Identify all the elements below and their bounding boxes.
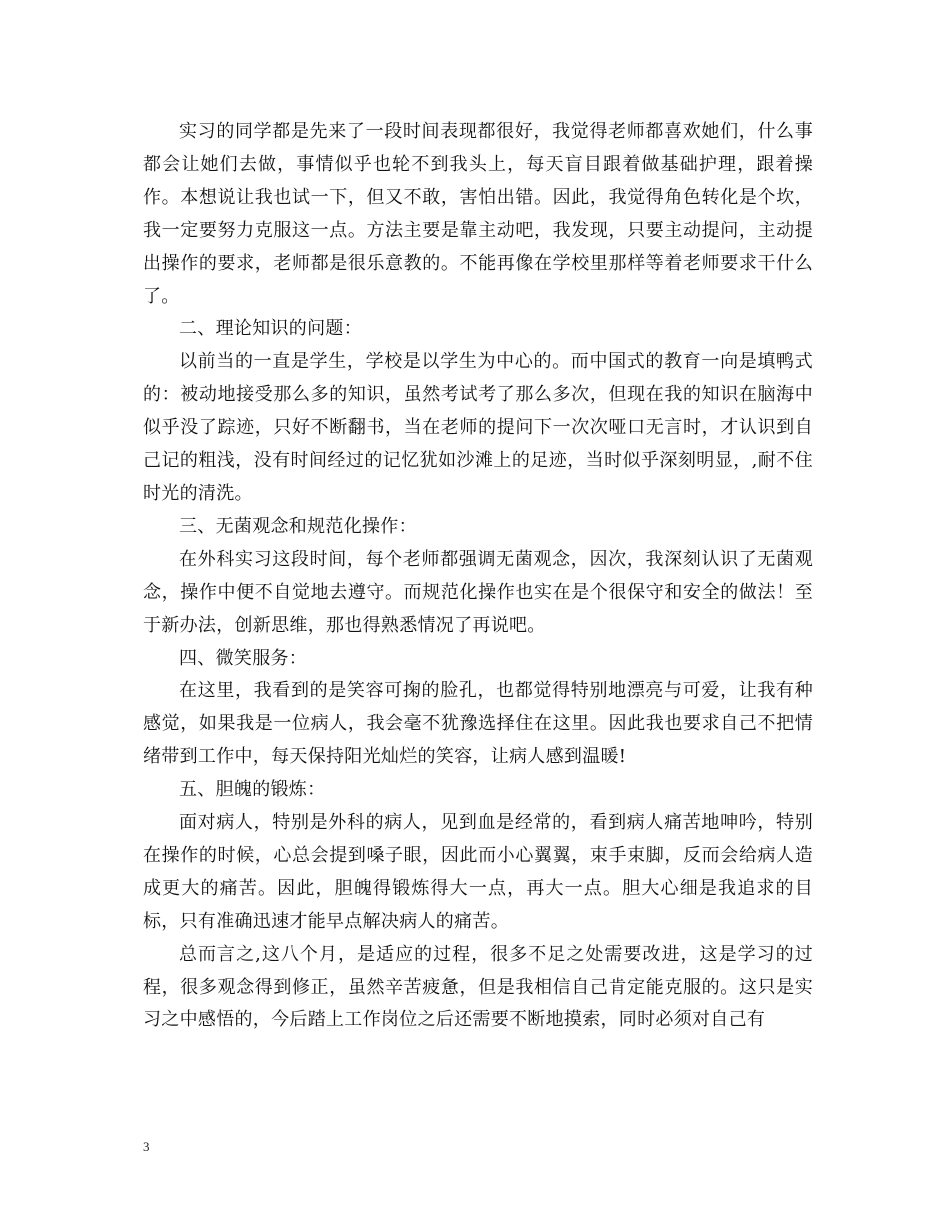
paragraph-smile-service: 在这里，我看到的是笑容可掬的脸孔，也都觉得特别地漂亮与可爱，让我有种感觉，如果我是一位病人，我会毫不犹豫选择住在这里。因此我也要求自己不把情绪带到工作中，每天保持阳光灿烂的笑容，让病人感到温暖!: [143, 680, 813, 768]
page-number: 3: [143, 1139, 150, 1154]
paragraph-theory: 以前当的一直是学生，学校是以学生为中心的。而中国式的教育一向是填鸭式的：被动地接受那么多的知识，虽然考试考了那么多次，但现在我的知识在脑海中似乎没了踪迹，只好不断翻书，当在老师的提问下一次次哑口无言时，才认识到自己记的粗浅，没有时间经过的记忆犹如沙滩上的足迹，当时似乎深刻明显，,耐不住时光的清洗。: [143, 351, 813, 504]
paragraph-aseptic: 在外科实习这段时间，每个老师都强调无菌观念，因次，我深刻认识了无菌观念，操作中便不自觉地去遵守。而规范化操作也实在是个很保守和安全的做法！至于新办法，创新思维，那也得熟悉情况了再说吧。: [143, 548, 813, 636]
document-body: [143, 116, 813, 1037]
paragraph-summary: 总而言之,这八个月，是适应的过程，很多不足之处需要改进，这是学习的过程，很多观念得到修正，虽然辛苦疲惫，但是我相信自己肯定能克服的。这只是实习之中感悟的，今后踏上工作岗位之后还需要不断地摸索，同时必须对自己有: [143, 943, 813, 1031]
section-heading-aseptic: 三、无菌观念和规范化操作：: [179, 515, 417, 537]
section-heading-theory: 二、理论知识的问题：: [179, 318, 362, 340]
section-heading-smile-service: 四、微笑服务：: [179, 647, 308, 669]
section-heading-courage: 五、胆魄的锻炼：: [179, 779, 326, 801]
paragraph-courage: 面对病人，特别是外科的病人，见到血是经常的，看到病人痛苦地呻吟，特别在操作的时候，心总会提到嗓子眼，因此而小心翼翼，束手束脚，反而会给病人造成更大的痛苦。因此，胆魄得锻炼得大一点，再大一点。胆大心细是我追求的目标，只有准确迅速才能早点解决病人的痛苦。: [143, 812, 813, 932]
paragraph-intro: 实习的同学都是先来了一段时间表现都很好，我觉得老师都喜欢她们，什么事都会让她们去做，事情似乎也轮不到我头上，每天盲目跟着做基础护理，跟着操作。本想说让我也试一下，但又不敢，害怕出错。因此，我觉得角色转化是个坎，我一定要努力克服这一点。方法主要是靠主动吧，我发现，只要主动提问，主动提出操作的要求，老师都是很乐意教的。不能再像在学校里那样等着老师要求干什么了。: [143, 121, 813, 307]
